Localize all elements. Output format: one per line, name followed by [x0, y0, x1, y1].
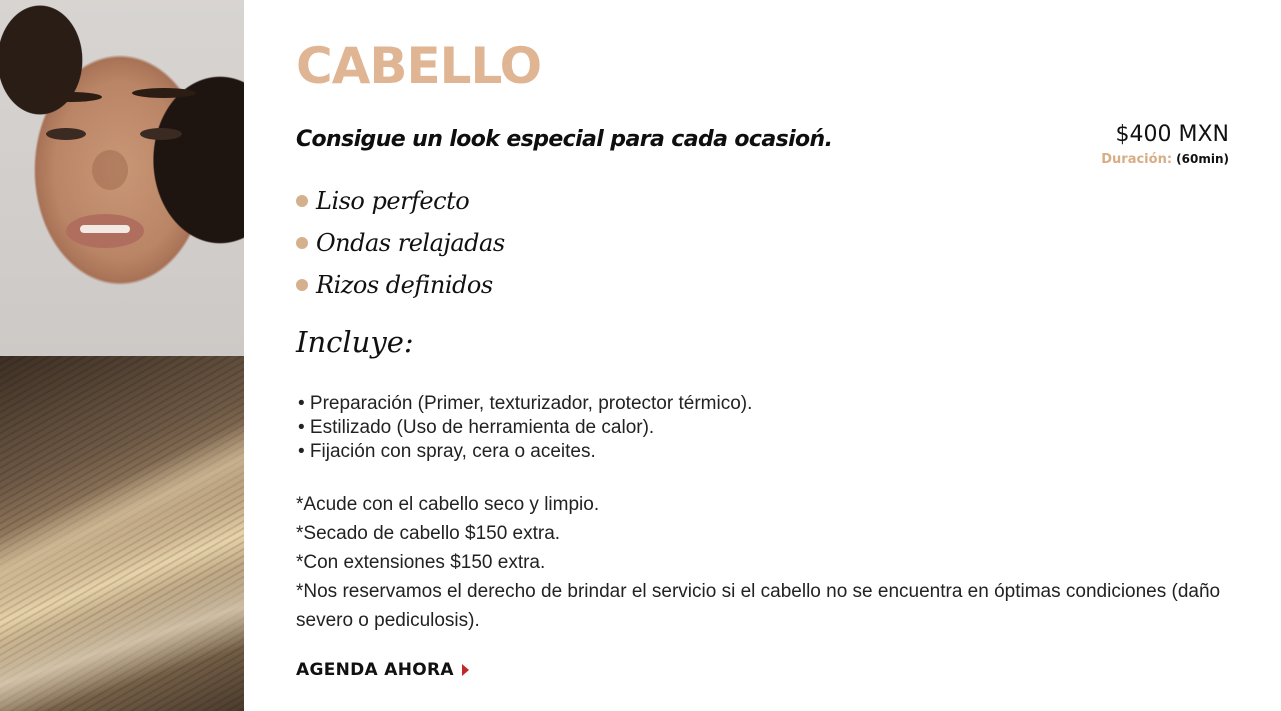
- price: $400 MXN: [1115, 122, 1229, 147]
- teeth: [80, 225, 130, 233]
- note: *Con extensiones $150 extra.: [296, 552, 546, 573]
- eyebrow-left: [40, 92, 102, 102]
- duration-value: (60min): [1176, 152, 1229, 166]
- duration: [1101, 150, 1229, 169]
- includes-list: [298, 392, 752, 464]
- style-option: [296, 222, 505, 264]
- style-option-label: Ondas relajadas: [316, 229, 505, 257]
- arrow-right-icon: [462, 664, 469, 676]
- eye-left: [46, 128, 86, 140]
- dot-icon: [296, 237, 308, 249]
- includes-item: • Preparación (Primer, texturizador, protector térmico).: [298, 393, 753, 414]
- duration-label: Duración:: [1101, 152, 1173, 167]
- notes: [296, 490, 1226, 635]
- style-option: [296, 264, 505, 306]
- nose: [92, 150, 128, 190]
- eyebrow-right: [132, 88, 196, 98]
- tagline: Consigue un look especial para cada ocasioń.: [296, 127, 833, 152]
- model-face-photo: [0, 0, 244, 356]
- cta-label: AGENDA AHORA: [296, 660, 454, 680]
- style-option-label: Liso perfecto: [316, 187, 470, 215]
- page-title: CABELLO: [296, 37, 542, 95]
- agenda-ahora-button[interactable]: [296, 660, 469, 680]
- note: *Nos reservamos el derecho de brindar el servicio si el cabello no se encuentra en óptimas condiciones (daño severo o pediculosis).: [296, 581, 1221, 631]
- includes-heading: Incluye:: [296, 325, 414, 359]
- hair-shine: [0, 559, 244, 711]
- style-option-label: Rizos definidos: [316, 271, 493, 299]
- note: *Secado de cabello $150 extra.: [296, 523, 561, 544]
- dot-icon: [296, 195, 308, 207]
- dot-icon: [296, 279, 308, 291]
- style-option: [296, 180, 505, 222]
- includes-item: • Estilizado (Uso de herramienta de calor).: [298, 417, 655, 438]
- eye-right: [140, 128, 182, 140]
- includes-item: • Fijación con spray, cera o aceites.: [298, 441, 596, 462]
- photo-column: [0, 0, 244, 711]
- note: *Acude con el cabello seco y limpio.: [296, 494, 600, 515]
- hair-closeup-photo: [0, 356, 244, 711]
- style-options-list: [296, 180, 505, 306]
